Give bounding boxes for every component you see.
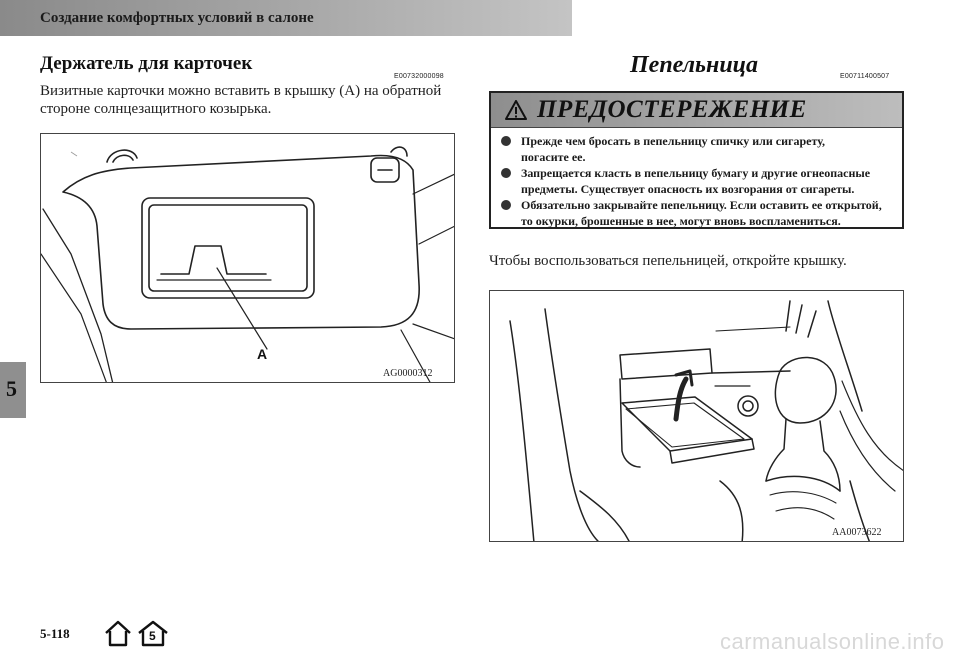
warning-item-3-line-2: то окурки, брошенные в нее, могут вновь воспламениться. <box>521 214 841 228</box>
chapter-home-badge: 5 <box>149 629 156 643</box>
ashtray-title: Пепельница <box>630 52 759 78</box>
home-icon[interactable] <box>103 618 133 648</box>
page-number: 5-118 <box>40 626 70 641</box>
warning-item-3 <box>501 197 901 229</box>
watermark: carmanualsonline.info <box>720 629 945 654</box>
chapter-tab-number: 5 <box>6 376 17 401</box>
ashtray-text: Чтобы воспользоваться пепельницей, откройте крышку. <box>489 253 847 269</box>
warning-title: ПРЕДОСТЕРЕЖЕНИЕ <box>537 96 807 123</box>
bullet-icon <box>501 136 511 146</box>
card-holder-code: E00732000098 <box>394 73 444 80</box>
chapter-home-icon[interactable] <box>136 618 170 648</box>
card-holder-text-line-1: Визитные карточки можно вставить в крышку (A) на обратной <box>40 83 442 99</box>
sun-visor-figure <box>40 133 455 383</box>
warning-item-2-line-2: предметы. Существует опасность их возгорания от сигареты. <box>521 182 855 196</box>
ashtray-code: E00711400507 <box>840 73 890 80</box>
bullet-icon <box>501 200 511 210</box>
ashtray-figure <box>489 290 904 542</box>
warning-box <box>489 91 904 229</box>
warning-triangle-icon <box>505 100 527 120</box>
ashtray-illustration <box>490 291 904 542</box>
warning-item-3-line-1: Обязательно закрывайте пепельницу. Если оставить ее открытой, <box>521 198 882 212</box>
warning-item-1 <box>501 133 901 165</box>
page-header-title: Создание комфортных условий в салоне <box>40 10 314 26</box>
card-holder-text-line-2: стороне солнцезащитного козырька. <box>40 101 272 117</box>
card-holder-title: Держатель для карточек <box>40 53 253 74</box>
sun-visor-illustration <box>41 134 455 383</box>
figure-callout-a: A <box>257 346 268 362</box>
warning-item-2-line-1: Запрещается класть в пепельницу бумагу и другие огнеопасные <box>521 166 871 180</box>
warning-item-1-line-2: погасите ее. <box>521 150 586 164</box>
sun-visor-figure-code: AG0000312 <box>383 368 433 379</box>
chapter-tab <box>0 362 26 418</box>
warning-item-2 <box>501 165 901 197</box>
ashtray-figure-code: AA0073622 <box>832 527 882 538</box>
bullet-icon <box>501 168 511 178</box>
warning-header <box>491 93 902 128</box>
warning-item-1-line-1: Прежде чем бросать в пепельницу спичку или сигарету, <box>521 134 826 148</box>
